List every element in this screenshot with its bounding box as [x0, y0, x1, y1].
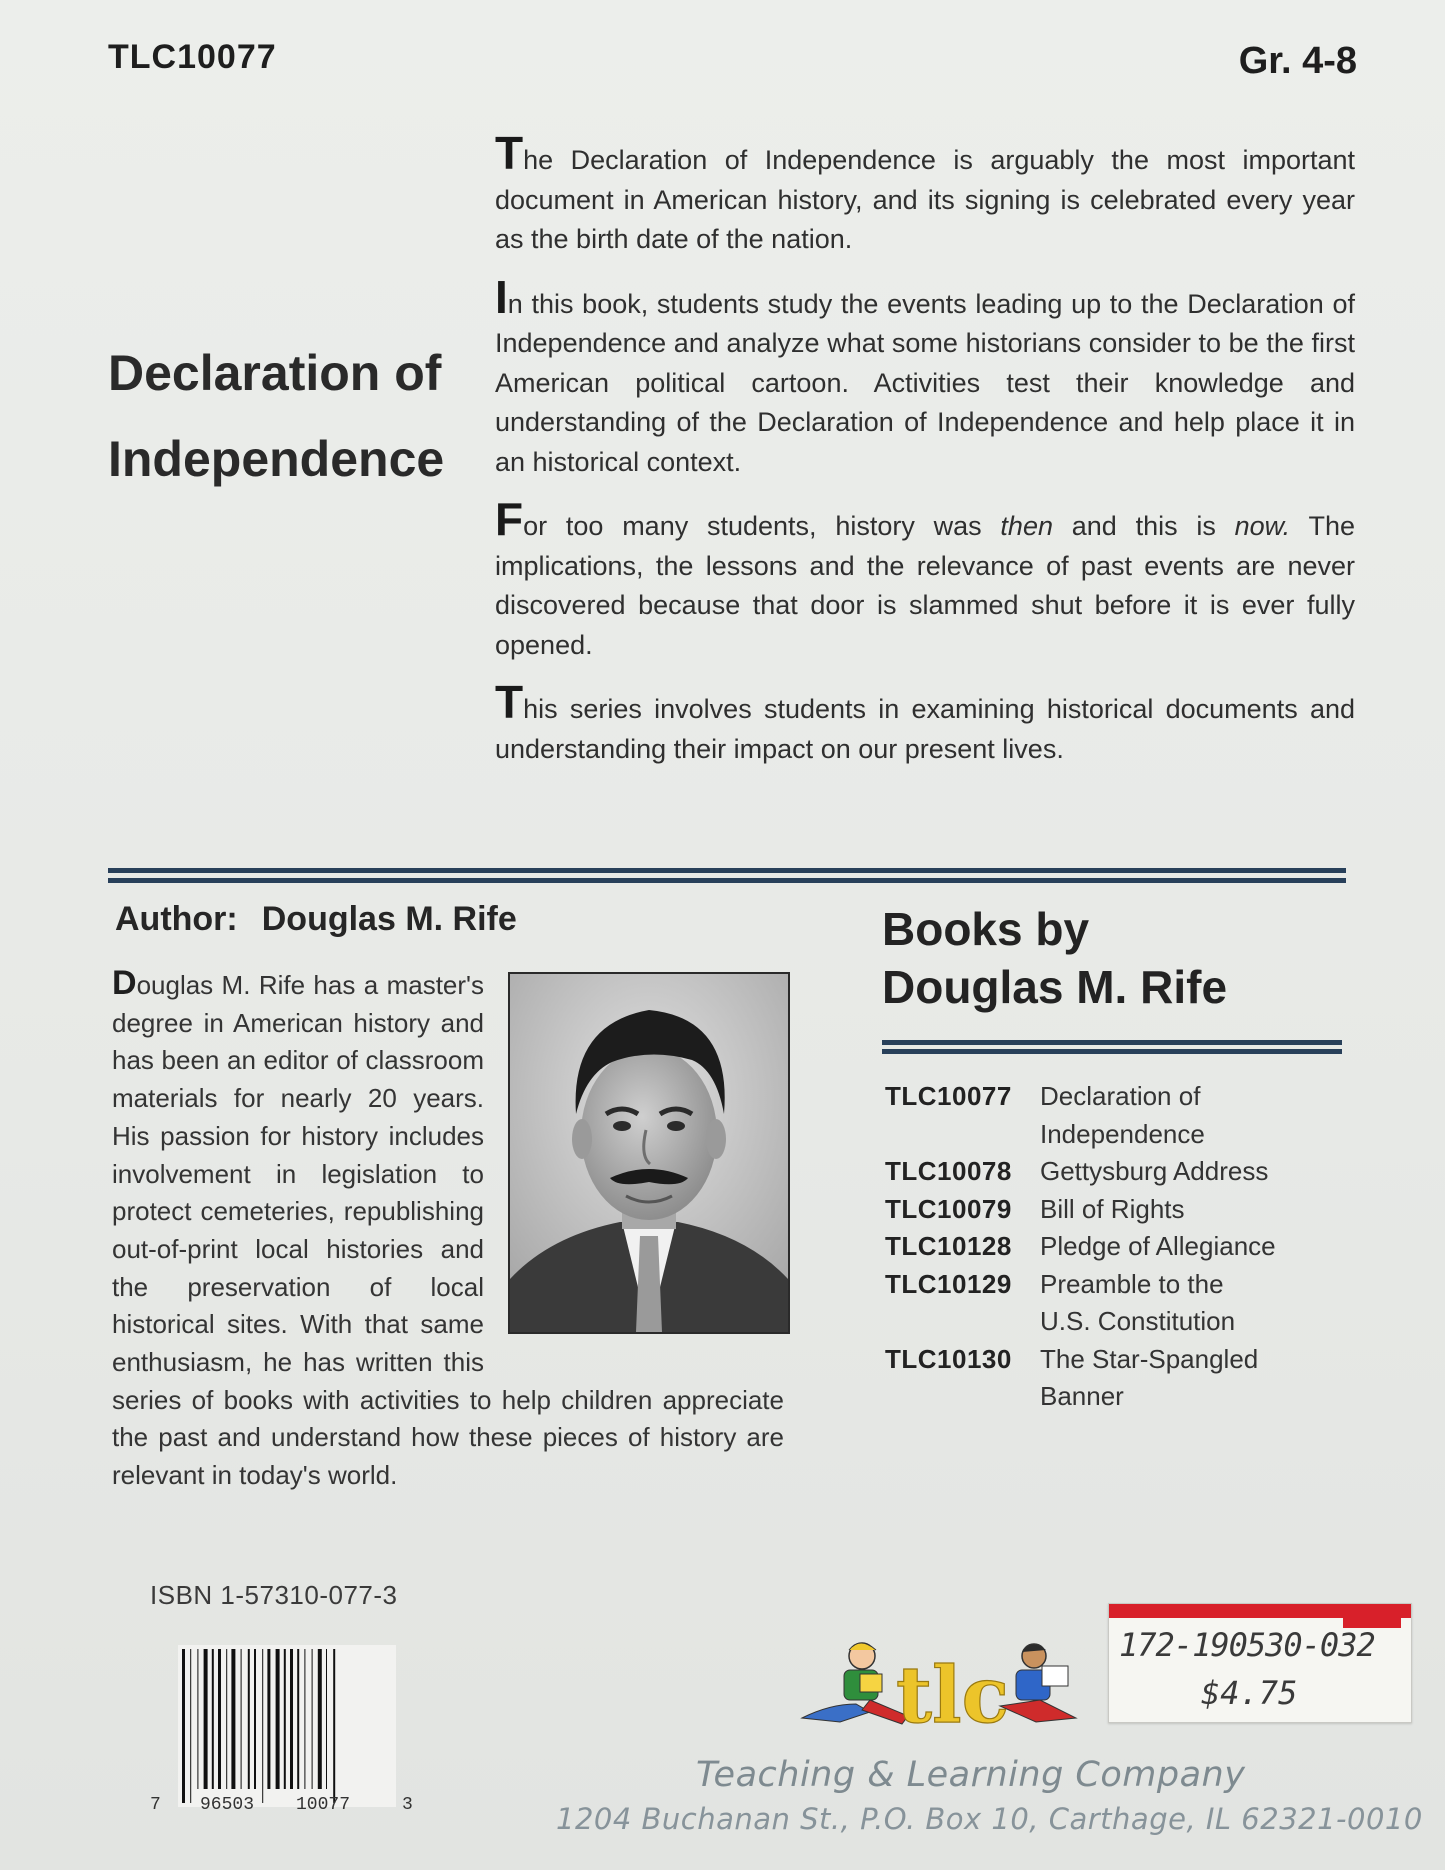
paragraph-text: his series involves students in examining historical documents and understanding their impact on our present lives. — [495, 694, 1355, 764]
description — [495, 127, 1355, 791]
barcode — [178, 1645, 396, 1807]
grade-level: Gr. 4-8 — [1238, 40, 1357, 82]
barcode-bar — [182, 1649, 185, 1803]
barcode-group-2: 10077 — [296, 1795, 351, 1815]
barcode-bar — [254, 1649, 256, 1789]
barcode-bar — [312, 1649, 313, 1789]
book-title-cell — [1040, 1341, 1258, 1416]
barcode-bar — [241, 1649, 242, 1789]
book-title-line: The Star-Spangled — [1040, 1343, 1259, 1374]
book-title-line: U.S. Constitution — [1040, 1306, 1236, 1336]
barcode-digit-left: 7 — [150, 1795, 161, 1815]
description-paragraph — [495, 493, 1355, 665]
book-title-line: Declaration of — [1040, 1081, 1201, 1111]
barcode-bar — [231, 1649, 235, 1789]
sticker-price: $4.75 — [1201, 1674, 1298, 1712]
barcode-bar — [318, 1649, 322, 1789]
drop-cap: T — [495, 127, 524, 179]
book-code: TLC10078 — [885, 1156, 1012, 1186]
barcode-bar — [197, 1649, 198, 1789]
book-title-line: Banner — [1040, 1381, 1124, 1411]
book-list-item — [885, 1078, 1345, 1153]
book-title-cell — [1040, 1153, 1268, 1191]
logo-text: tlc — [896, 1650, 1010, 1741]
barcode-bar — [284, 1649, 286, 1789]
barcode-bar — [276, 1649, 280, 1789]
book-title-cell — [1040, 1266, 1235, 1341]
book-code: TLC10129 — [885, 1268, 1012, 1299]
drop-cap: F — [495, 493, 524, 545]
author-name: Douglas M. Rife — [261, 900, 517, 938]
book-title-line: Independence — [1040, 1118, 1205, 1149]
book-title-line: Pledge of Allegiance — [1040, 1231, 1276, 1261]
author-heading — [115, 900, 517, 939]
drop-cap: T — [495, 676, 524, 728]
publisher-name: Teaching & Learning Company — [696, 1755, 1246, 1795]
drop-cap: D — [112, 964, 137, 1002]
book-title-cell — [1040, 1228, 1276, 1266]
book-code: TLC10130 — [885, 1343, 1012, 1374]
barcode-bar — [218, 1649, 221, 1789]
barcode-bar — [333, 1649, 335, 1803]
author-portrait-image — [510, 974, 788, 1332]
description-paragraph — [495, 270, 1355, 483]
paragraph-text: or too many students, history was — [523, 511, 1001, 541]
paragraph-text: ouglas M. Rife has a master's degree in American history and has been an editor of classroom materials for nearly 20 years. His passion for history includes involvement in legislation to protect cemeteries, republishing out-of-print local histories and the preservation of local historical sites. With that same enthusiasm, he has written this series of books with activities to help children appreciate the past and understand how these pieces of history are relevant in today's world. — [112, 970, 784, 1491]
author-photo — [508, 972, 790, 1334]
book-list-item — [885, 1266, 1345, 1341]
book-list-item — [885, 1228, 1345, 1266]
barcode-bar — [204, 1649, 208, 1789]
paragraph-text: and this is — [1052, 511, 1235, 541]
barcode-group-1: 96503 — [200, 1795, 255, 1815]
books-heading — [882, 900, 1342, 1016]
book-title-cell — [1040, 1191, 1185, 1229]
book-title-cell — [1040, 1078, 1205, 1153]
books-divider — [882, 1040, 1342, 1054]
description-paragraph — [495, 127, 1355, 260]
description-paragraph — [495, 676, 1355, 769]
books-heading-line-1: Books by — [882, 903, 1090, 955]
author-label: Author: — [115, 900, 238, 938]
paragraph-text: n this book, students study the events leading up to the Declaration of Independence and analyze what some historians consider to be the first American political cartoon. Activities test their knowledge and understanding of the Declaration of Independence and help place it in an historical context. — [495, 288, 1355, 477]
barcode-bar — [267, 1649, 270, 1789]
book-list-item — [885, 1153, 1345, 1191]
barcode-bar — [297, 1649, 299, 1789]
book-code: TLC10079 — [885, 1193, 1012, 1224]
book-code: TLC10077 — [885, 1081, 1012, 1111]
book-list-item — [885, 1191, 1345, 1229]
book-title-line-2: Independence — [108, 431, 445, 487]
paragraph-text: The implications, the lessons and the relevance of past events are never discovered because that door is slammed shut before it is ever fully opened. — [495, 511, 1355, 660]
barcode-bar — [226, 1649, 227, 1789]
publisher-logo — [800, 1618, 1080, 1748]
book-title-line: Bill of Rights — [1040, 1193, 1185, 1224]
drop-cap: I — [495, 270, 508, 323]
books-heading-line-2: Douglas M. Rife — [882, 961, 1228, 1013]
emphasis-now: now. — [1234, 511, 1291, 541]
reading-child-right-icon — [1000, 1644, 1076, 1722]
barcode-bar — [304, 1649, 305, 1789]
book-list-item — [885, 1341, 1345, 1416]
isbn: ISBN 1-57310-077-3 — [150, 1580, 398, 1610]
barcode-bar — [190, 1649, 191, 1803]
book-title-line: Preamble to the — [1040, 1268, 1224, 1299]
book-code: TLC10128 — [885, 1231, 1012, 1261]
book-title — [108, 330, 488, 502]
barcode-bar — [248, 1649, 250, 1789]
emphasis-then: then — [1000, 511, 1053, 541]
sticker-red-stripe — [1109, 1604, 1411, 1618]
sticker-sku: 172-190530-032 — [1119, 1626, 1375, 1664]
book-list — [885, 1078, 1345, 1416]
barcode-bar — [262, 1649, 263, 1803]
reading-child-left-icon — [802, 1643, 908, 1724]
barcode-bar — [326, 1649, 327, 1789]
paragraph-text: he Declaration of Independence is arguably the most important document in American history, and its signing is celebrated every year as the birth date of the nation. — [495, 145, 1355, 254]
barcode-digit-right: 3 — [402, 1795, 413, 1815]
price-sticker — [1108, 1603, 1412, 1723]
barcode-bar — [290, 1649, 293, 1789]
product-code: TLC10077 — [108, 38, 277, 76]
barcode-bar — [212, 1649, 214, 1789]
book-title-line: Gettysburg Address — [1040, 1156, 1269, 1186]
book-title-line-1: Declaration of — [108, 345, 442, 401]
publisher-address: 1204 Buchanan St., P.O. Box 10, Carthage, IL 62321-0010 — [556, 1802, 1423, 1836]
section-divider — [108, 868, 1346, 883]
